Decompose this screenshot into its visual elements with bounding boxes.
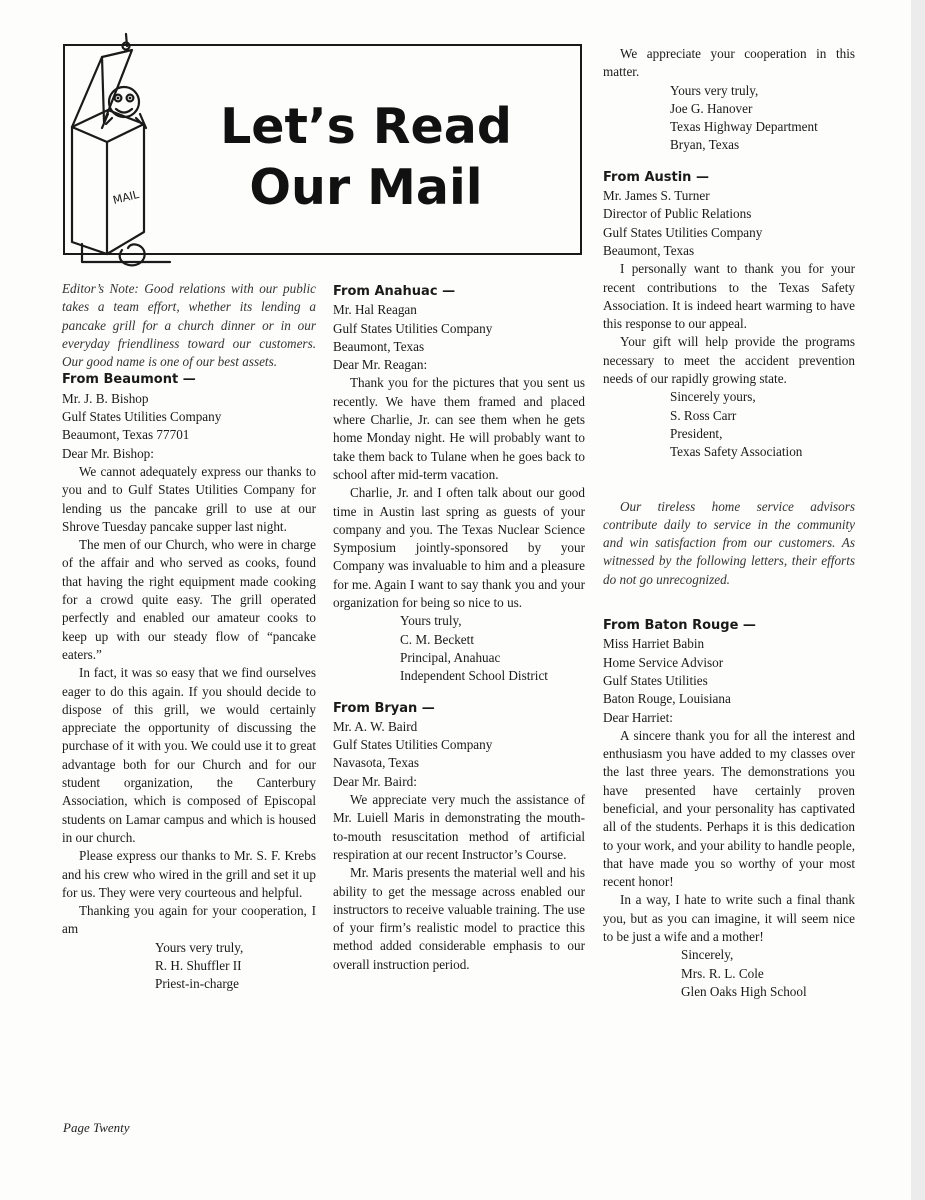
address-line: Beaumont, Texas <box>603 242 695 258</box>
signature-austin <box>603 388 855 461</box>
signature-baton-rouge <box>603 946 855 1001</box>
column-middle <box>333 283 585 974</box>
address-line: Navasota, Texas <box>333 755 419 771</box>
mailbox-icon <box>62 32 174 268</box>
page-edge <box>911 0 925 1200</box>
signature-line: R. H. Shuffler II <box>155 957 242 973</box>
home-service-note: Our tireless home service advisors contribute daily to service in the community and win satisfaction from our customers. As witnessed by the following letters, their efforts do not go unrecognized. <box>603 498 855 587</box>
signature-anahuac <box>333 612 585 685</box>
column-right <box>603 45 855 1001</box>
signature-line: Texas Safety Association <box>670 444 803 460</box>
salutation: Dear Mr. Bishop: <box>62 445 154 461</box>
heading-beaumont: From Beaumont — <box>62 372 196 388</box>
address-line: Baton Rouge, Louisiana <box>603 691 731 707</box>
salutation: Dear Mr. Baird: <box>333 773 417 789</box>
heading-bryan: From Bryan — <box>333 700 435 716</box>
signature-line: Bryan, Texas <box>670 137 740 153</box>
page-number: Page Twenty <box>63 1120 130 1135</box>
address-line: Beaumont, Texas 77701 <box>62 427 190 443</box>
address-line: Gulf States Utilities <box>603 672 708 688</box>
address-line: Mr. A. W. Baird <box>333 718 418 734</box>
address-line: Mr. J. B. Bishop <box>62 390 149 406</box>
letter-paragraph: We cannot adequately express our thanks to you and to Gulf States Utilities Company for lending us the pancake grill to use at our Shrove Tuesday pancake supper last night. <box>62 463 316 534</box>
address-line: Gulf States Utilities Company <box>603 224 763 240</box>
signature-bryan <box>603 82 855 155</box>
letter-paragraph: Thank you for the pictures that you sent us recently. We have them framed and placed where Charlie, Jr. can see them when he gets home Monday night. He will probably want to take them back to Tulane when he goes back to school after mid-term vacation. <box>333 375 585 482</box>
letter-paragraph: Mr. Maris presents the material well and his ability to get the message across enabled our instructors to receive valuable training. The use of your firm’s realistic model to practice this method added considerable emphasis to our overall instruction period. <box>333 865 585 972</box>
heading-austin: From Austin — <box>603 169 709 185</box>
signature-line: Yours truly, <box>400 613 462 629</box>
salutation: Dear Harriet: <box>603 709 673 725</box>
page-title <box>196 96 536 218</box>
signature-line: C. M. Beckett <box>400 631 474 647</box>
signature-line: S. Ross Carr <box>670 407 737 423</box>
address-line: Gulf States Utilities Company <box>62 409 222 425</box>
letter-paragraph: In fact, it was so easy that we find ourselves eager to do this again. If you should decide to dispose of this grill, we would certainly appreciate the opportunity of discussing the purchase of it with you. We could use it to great advantage both for our Church and for our student organization, the Canterbury Association, which is composed of Episcopal students on Lamar campus and which is housed in our church. <box>62 665 316 845</box>
letter-paragraph: A sincere thank you for all the interest and enthusiasm you have added to my classes over the last three years. The demonstrations you have presented have certainly proven beneficial, and your personality has captivated all of the students. Perhaps it is this dedication to your work, and your ability to handle people, that have made you so worthy of your most recent honor! <box>603 727 855 890</box>
signature-beaumont <box>62 939 316 994</box>
address-line: Miss Harriet Babin <box>603 636 705 652</box>
letter-paragraph: We appreciate very much the assistance of Mr. Luiell Maris in demonstrating the mouth-to-mouth resuscitation method of artificial respiration at our recent Instructor’s Course. <box>333 792 585 862</box>
address-line: Mr. James S. Turner <box>603 188 710 204</box>
address-line: Beaumont, Texas <box>333 338 425 354</box>
address-line: Mr. Hal Reagan <box>333 302 417 318</box>
address-line: Gulf States Utilities Company <box>333 320 493 336</box>
signature-line: Yours very truly, <box>155 939 244 955</box>
title-line-1: Let’s Read <box>220 98 512 155</box>
address-line: Home Service Advisor <box>603 654 724 670</box>
signature-line: Sincerely, <box>681 947 734 963</box>
signature-line: President, <box>670 425 723 441</box>
address-line: Director of Public Relations <box>603 206 752 222</box>
signature-line: Mrs. R. L. Cole <box>681 965 764 981</box>
letter-paragraph: Thanking you again for your cooperation, I am <box>62 903 316 937</box>
signature-line: Sincerely yours, <box>670 389 756 405</box>
letter-paragraph: I personally want to thank you for your recent contributions to the Texas Safety Association. It is indeed heart warming to have this response to our appeal. <box>603 261 855 332</box>
heading-anahuac: From Anahuac — <box>333 284 456 299</box>
letter-paragraph: We appreciate your cooperation in this matter. <box>603 46 855 80</box>
signature-line: Joe G. Hanover <box>670 100 753 116</box>
letter-paragraph: In a way, I hate to write such a final thank you, but as you can imagine, it will seem nice to be just a wife and a mother! <box>603 892 855 945</box>
editors-note: Editor’s Note: Good relations with our public takes a team effort, whether its lending a pancake grill for a church dinner or in our everyday friendliness toward our customers. Our good name is one of our best assets. <box>62 281 316 370</box>
signature-line: Glen Oaks High School <box>681 983 807 999</box>
column-left <box>62 280 316 994</box>
signature-line: Priest-in-charge <box>155 976 239 992</box>
salutation: Dear Mr. Reagan: <box>333 357 428 373</box>
letter-paragraph: Charlie, Jr. and I often talk about our good time in Austin last spring as guests of your company and you. The Texas Nuclear Science Symposium jointly-sponsored by your Company was invaluable to him and a pleasure for me. Again I want to say thank you and your organization for being so nice to us. <box>333 485 585 611</box>
title-line-2: Our Mail <box>249 159 483 216</box>
letter-paragraph: The men of our Church, who were in charge of the affair and who served as cooks, found that having the right equipment made cooking for a crowd quite easy. The grill operated perfectly and enabled our amateur cooks to keep up with our steady flow of “pancake eaters.” <box>62 537 316 662</box>
signature-line: Yours very truly, <box>670 82 759 98</box>
heading-baton-rouge: From Baton Rouge — <box>603 618 756 634</box>
mailbox-label: MAIL <box>111 187 141 207</box>
letter-paragraph: Your gift will help provide the programs necessary to meet the accident prevention needs of our rapidly growing state. <box>603 334 855 387</box>
address-line: Gulf States Utilities Company <box>333 737 493 753</box>
letter-paragraph: Please express our thanks to Mr. S. F. Krebs and his crew who wired in the grill and set it up for us. They were very courteous and helpful. <box>62 848 316 900</box>
signature-line: Independent School District <box>400 668 548 684</box>
signature-line: Principal, Anahuac <box>400 649 501 665</box>
signature-line: Texas Highway Department <box>670 119 818 135</box>
